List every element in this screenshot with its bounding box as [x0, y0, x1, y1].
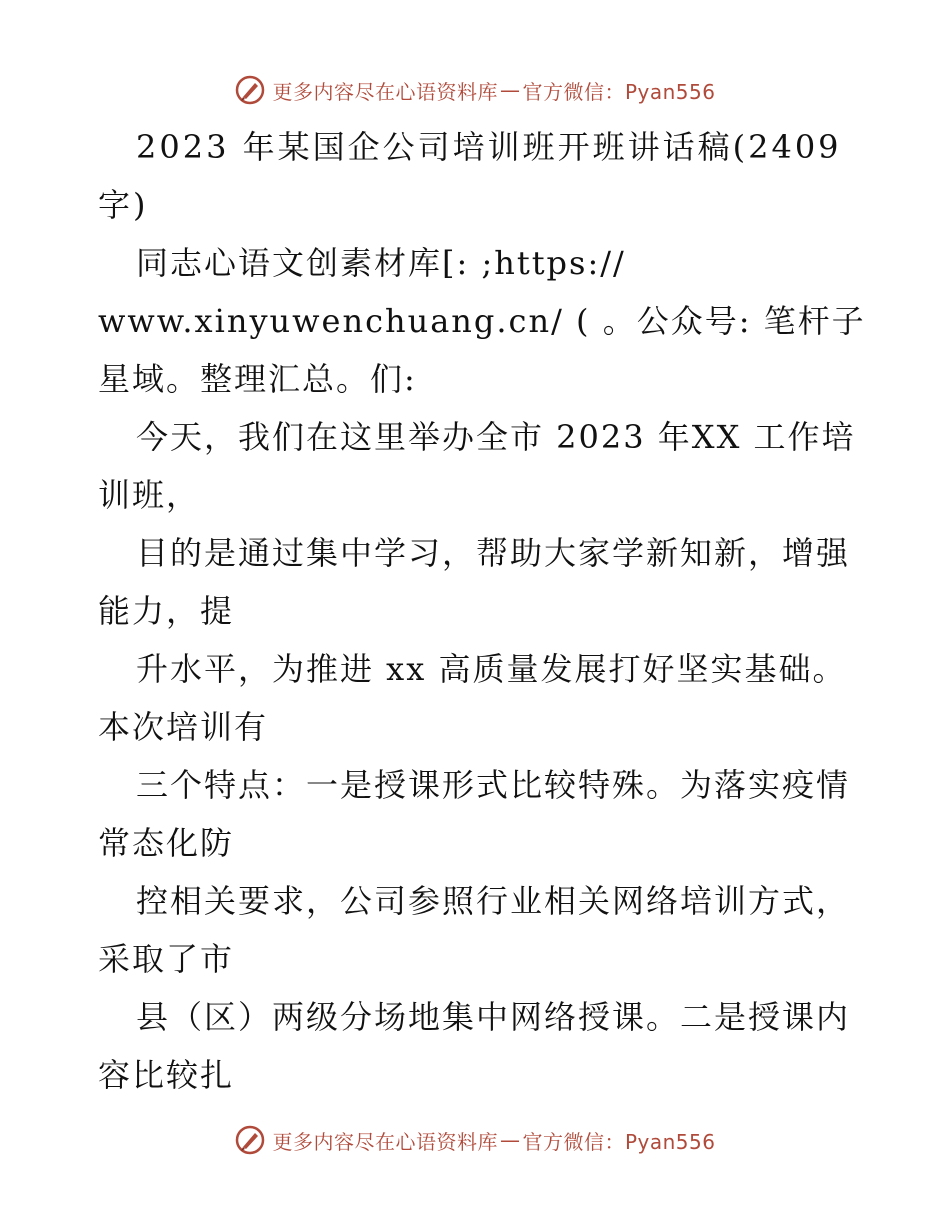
- paragraph: 三个特点：一是授课形式比较特殊。为落实疫情常态化防: [98, 766, 851, 862]
- banner-contact: 官方微信：Pyan556: [522, 79, 716, 104]
- paragraph: 升水平，为推进 xx 高质量发展打好坚实基础。本次培训有: [98, 650, 847, 746]
- banner-text: 更多内容尽在心语资料库: [272, 79, 498, 104]
- header-watermark-banner: [0, 70, 950, 110]
- paragraph: 同志心语文创素材库[: ;https:// www.xinyuwenchuang.cn/ ( 。公众号: 笔杆子星域。整理汇总。们:: [98, 244, 866, 398]
- banner-separator: —: [499, 1128, 521, 1152]
- banner-text: 更多内容尽在心语资料库: [272, 1129, 498, 1154]
- banner-separator: —: [499, 78, 521, 102]
- banner-contact: 官方微信：Pyan556: [522, 1129, 716, 1154]
- paragraph: 控相关要求，公司参照行业相关网络培训方式，采取了市: [98, 882, 851, 978]
- paragraph: 县（区）两级分场地集中网络授课。二是授课内容比较扎: [98, 998, 851, 1094]
- footer-watermark-banner: [0, 1120, 950, 1160]
- paragraph: 目的是通过集中学习，帮助大家学新知新，增强能力，提: [98, 534, 851, 630]
- document-body: [98, 118, 868, 1104]
- quill-pen-logo-icon: [234, 74, 266, 106]
- quill-pen-logo-icon: [234, 1124, 266, 1156]
- document-title: 2023 年某国企公司培训班开班讲话稿(2409 字): [98, 128, 842, 224]
- paragraph: 今天，我们在这里举办全市 2023 年XX 工作培训班，: [98, 418, 856, 514]
